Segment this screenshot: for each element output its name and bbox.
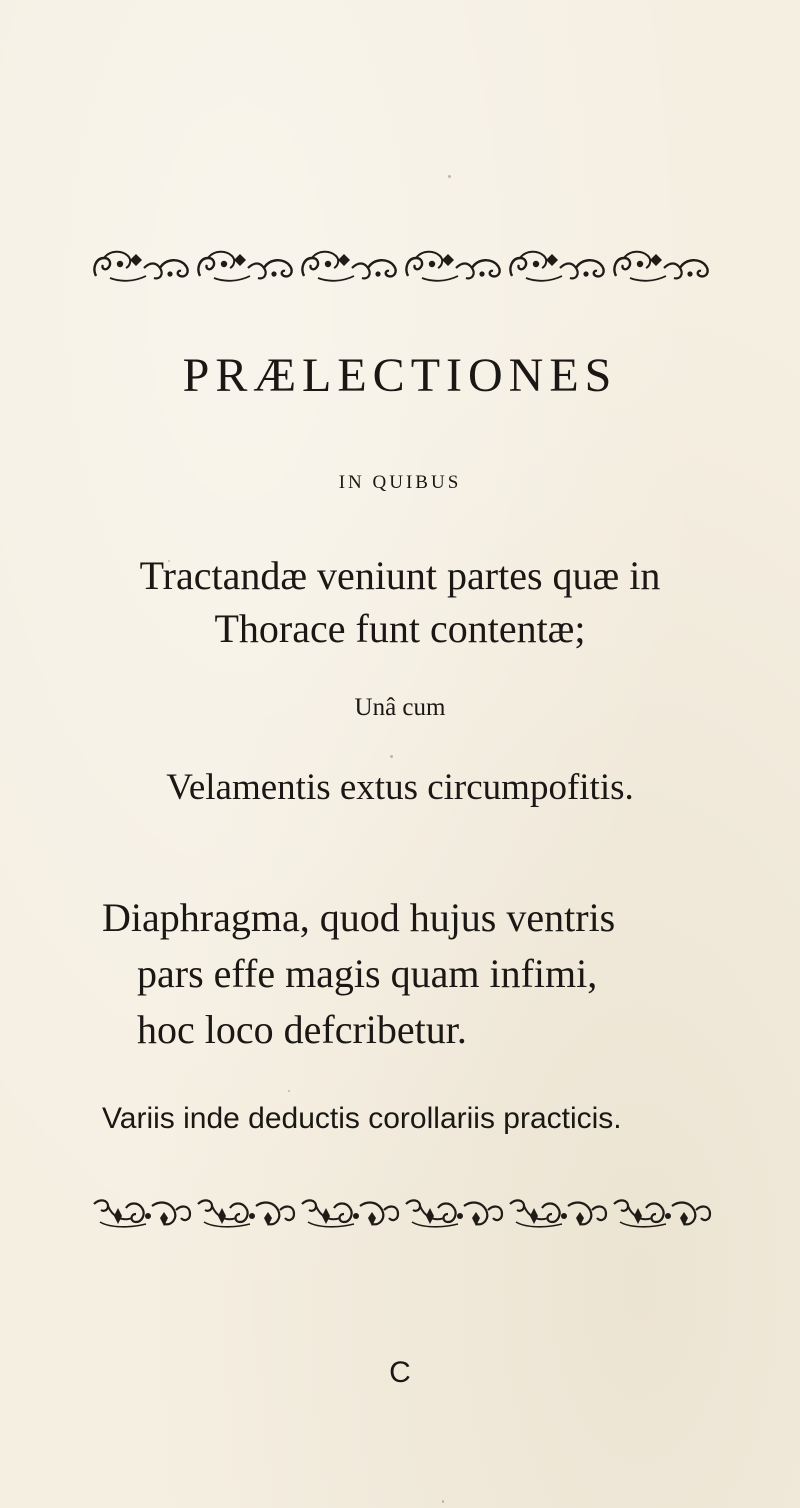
una-cum-line: Unâ cum: [354, 694, 446, 721]
paper-speck: [442, 1500, 444, 1503]
signature-mark: C: [389, 1356, 411, 1389]
paragraph-line: pars effe magis quam infimi,: [137, 951, 598, 996]
paper-speck: [390, 755, 393, 758]
paragraph-line: hoc loco defcribetur.: [137, 1007, 467, 1052]
page-title: PRÆLECTIONES: [182, 349, 618, 402]
paragraph-line: Diaphragma, quod hujus ventris: [102, 895, 616, 940]
paper-speck: [448, 175, 451, 178]
velamentis-line: Velamentis extus circumpofitis.: [166, 767, 634, 808]
top-ornament-band: [90, 246, 714, 286]
main-text-line: Tractandæ veniunt partes quæ in: [139, 553, 661, 598]
paper-speck: [288, 1090, 290, 1092]
variis-line: Variis inde deductis corollariis practicis.: [102, 1102, 622, 1135]
bottom-ornament-band: [90, 1196, 714, 1232]
main-text-line: Thorace funt contentæ;: [214, 606, 586, 651]
subtitle: IN QUIBUS: [338, 472, 462, 493]
